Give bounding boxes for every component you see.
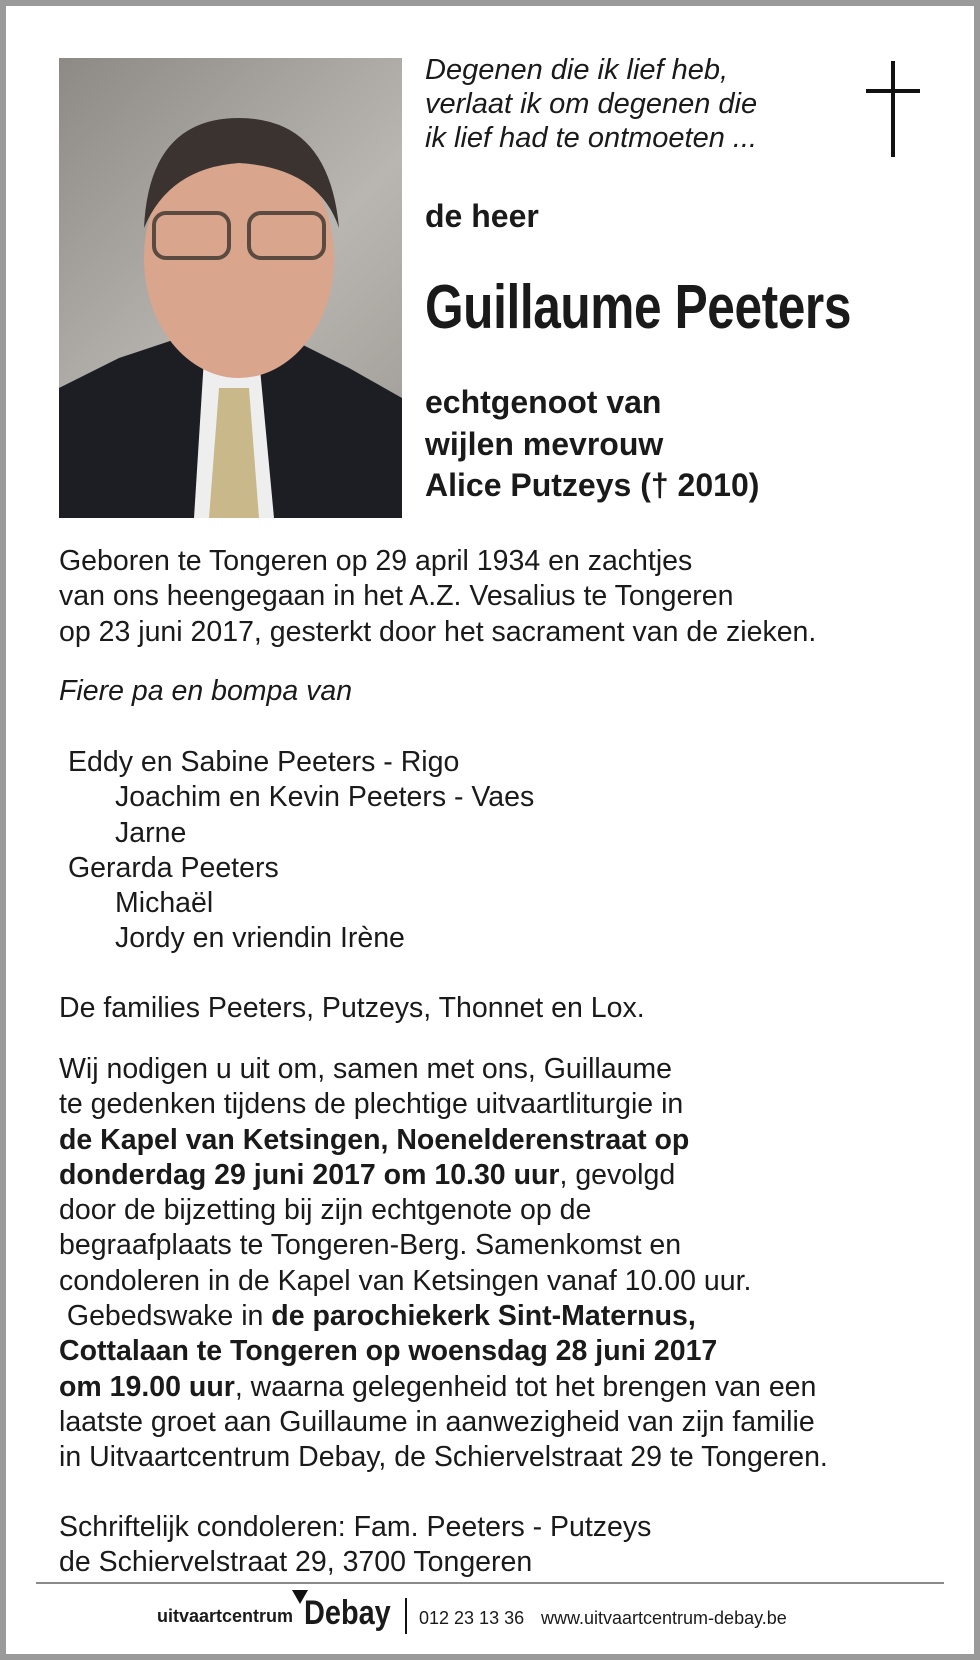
family-list <box>59 745 534 957</box>
cross-icon <box>866 61 920 157</box>
family-member: Michaël <box>115 887 214 920</box>
spouse-info <box>425 382 759 507</box>
text-line: te gedenken tijdens de plechtige uitvaartliturgie in <box>59 1088 684 1121</box>
footer-phone: 012 23 13 36 <box>419 1608 525 1628</box>
family-member: Eddy en Sabine Peeters - Rigo <box>68 746 460 778</box>
quote-line: ik lief had te ontmoeten ... <box>425 122 758 154</box>
footer-prefix: uitvaartcentrum <box>157 1606 294 1626</box>
family-member: Jarne <box>115 816 187 849</box>
family-member: Joachim en Kevin Peeters - Vaes <box>115 781 535 814</box>
footer-separator <box>405 1598 407 1634</box>
title: de heer <box>425 198 539 234</box>
text-line: in Uitvaartcentrum Debay, de Schiervelstraat 29 te Tongeren. <box>59 1441 828 1474</box>
text: , waarna gelegenheid tot het brengen van een <box>234 1370 817 1403</box>
text-line: op 23 juni 2017, gesterkt door het sacrament van de zieken. <box>59 615 817 648</box>
text-line: laatste groet aan Guillaume in aanwezigheid van zijn familie <box>59 1405 815 1438</box>
quote-line: verlaat ik om degenen die <box>425 88 758 120</box>
divider <box>36 1582 944 1584</box>
invitation-paragraph <box>59 1052 828 1476</box>
text-line: door de bijzetting bij zijn echtgenote op de <box>59 1194 592 1227</box>
footer <box>0 1590 980 1645</box>
vigil-location: de parochiekerk Sint-Maternus, <box>271 1300 696 1333</box>
quote <box>425 53 757 155</box>
family-member: Gerarda Peeters <box>68 851 279 884</box>
family-member: Jordy en vriendin Irène <box>115 922 405 955</box>
text-line: de Schiervelstraat 29, 3700 Tongeren <box>59 1546 533 1579</box>
quote-line: Degenen die ik lief heb, <box>425 54 729 86</box>
footer-brand: Debay <box>304 1594 391 1632</box>
funeral-datetime: donderdag 29 juni 2017 om 10.30 uur <box>59 1158 560 1191</box>
text-line: condoleren in de Kapel van Ketsingen vanaf 10.00 uur. <box>59 1264 752 1297</box>
text: , gevolgd <box>559 1158 676 1191</box>
vigil-datetime: Cottalaan te Tongeren op woensdag 28 juni 2017 <box>59 1335 718 1368</box>
text-line: Schriftelijk condoleren: Fam. Peeters - Putzeys <box>59 1511 652 1543</box>
text-line: Wij nodigen u uit om, samen met ons, Guillaume <box>59 1053 673 1085</box>
deceased-name: Guillaume Peeters <box>425 273 852 342</box>
text: Gebedswake in <box>59 1300 272 1333</box>
condolence-address <box>59 1510 651 1581</box>
spouse-line: wijlen mevrouw <box>425 425 664 462</box>
text-line: van ons heengegaan in het A.Z. Vesalius te Tongeren <box>59 580 734 613</box>
birth-paragraph <box>59 544 816 650</box>
families: De families Peeters, Putzeys, Thonnet en Lox. <box>59 992 645 1024</box>
vigil-time: om 19.00 uur <box>59 1370 235 1403</box>
portrait-photo <box>59 58 402 518</box>
text-line: begraafplaats te Tongeren-Berg. Samenkomst en <box>59 1229 682 1262</box>
family-intro: Fiere pa en bompa van <box>59 675 353 707</box>
funeral-location: de Kapel van Ketsingen, Noenelderenstraat op <box>59 1123 690 1156</box>
text-line: Geboren te Tongeren op 29 april 1934 en zachtjes <box>59 545 693 577</box>
spouse-line: Alice Putzeys († 2010) <box>425 467 760 503</box>
spouse-line: echtgenoot van <box>425 384 662 420</box>
footer-website[interactable]: www.uitvaartcentrum-debay.be <box>541 1608 787 1628</box>
